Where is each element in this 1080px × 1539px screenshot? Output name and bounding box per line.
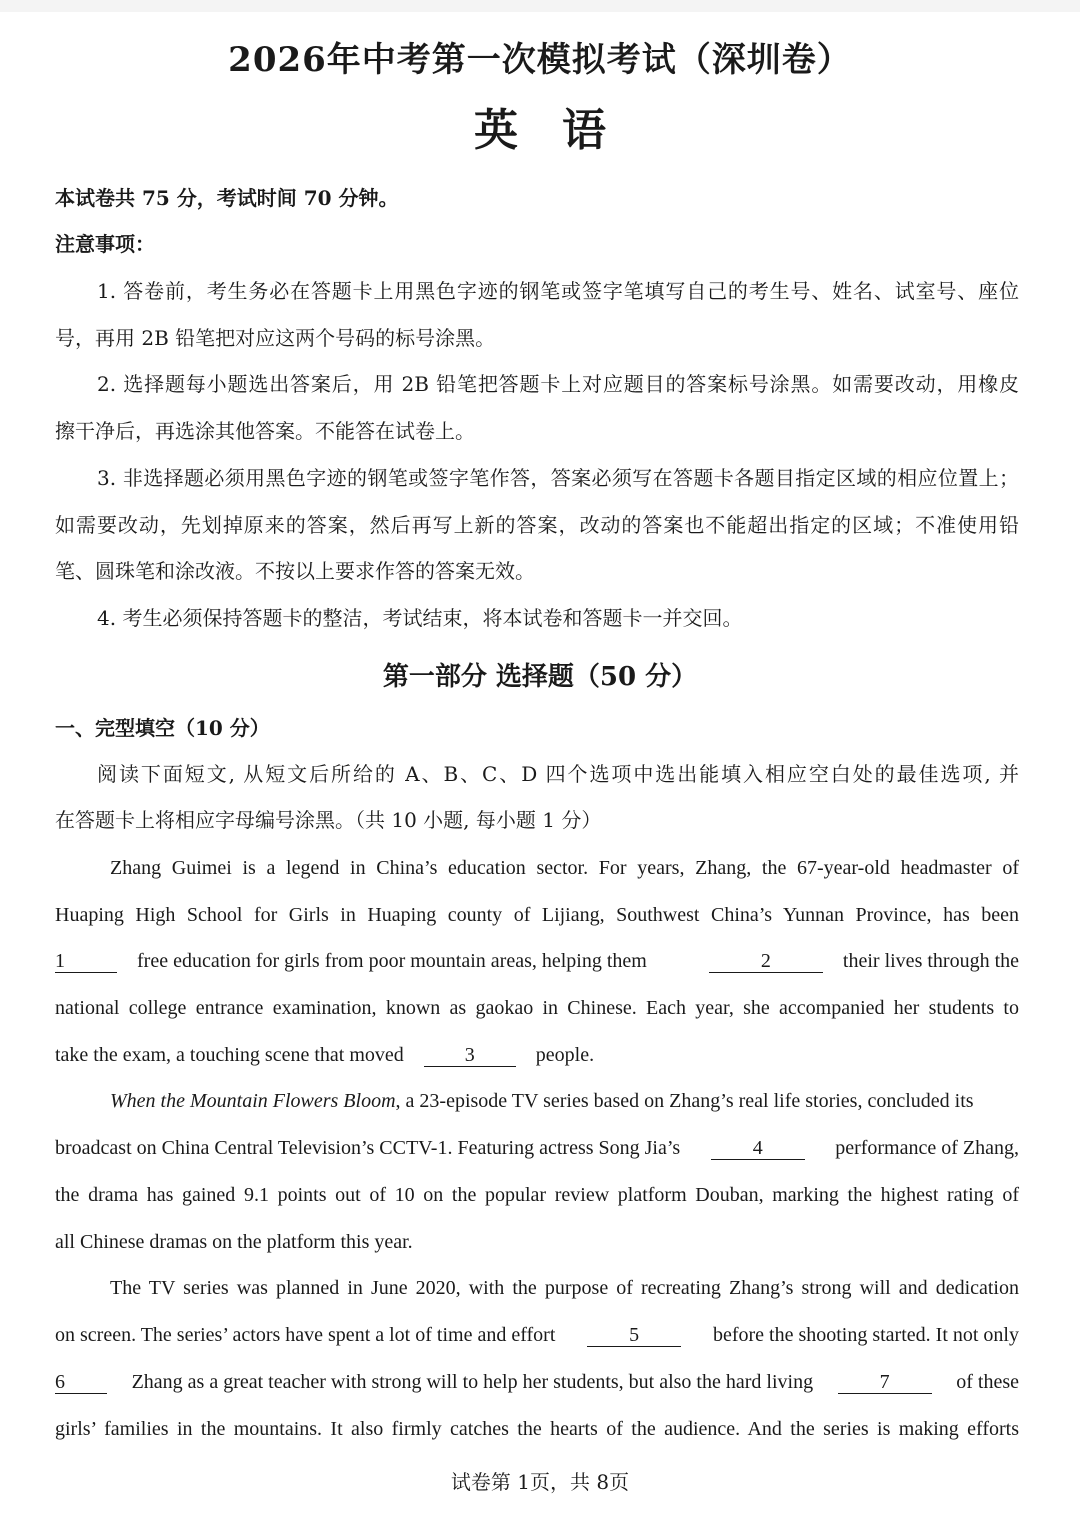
passage-line: Zhang Guimei is a legend in China’s education sector. For years, Zhang, the 67-year-old headmaster of [110, 857, 1019, 879]
note-line: 笔、圆珠笔和涂改液。不按以上要求作答的答案无效。 [55, 559, 535, 583]
blank-6[interactable]: 6 [55, 1371, 107, 1394]
blank-4[interactable]: 4 [711, 1137, 805, 1160]
passage-text: people. [535, 1044, 595, 1066]
note-line: 号，再用 2B 铅笔把对应这两个号码的标号涂黑。 [55, 326, 496, 350]
passage-line: national college entrance examination, known as gaokao in Chinese. Each year, she accompanied her students to [55, 997, 1019, 1019]
exam-title: 2026年中考第一次模拟考试（深圳卷） [228, 40, 852, 80]
instruction-line: 在答题卡上将相应字母编号涂黑。（共 10 小题, 每小题 1 分） [55, 808, 602, 832]
passage-text: on screen. The series’ actors have spent a lot of time and effort [55, 1324, 556, 1346]
passage-text: take the exam, a touching scene that moved [55, 1044, 404, 1066]
passage-line: all Chinese dramas on the platform this year. [55, 1231, 413, 1253]
note-line: 擦干净后，再选涂其他答案。不能答在试卷上。 [55, 419, 475, 443]
page-footer: 试卷第 1页，共 8页 [450, 1470, 630, 1494]
passage-text: performance of Zhang, [835, 1137, 1019, 1159]
scan-edge [0, 0, 1080, 12]
passage-line [55, 1321, 1019, 1349]
tv-series-title: When the Mountain Flowers Bloom [110, 1090, 396, 1112]
passage-text: , a 23-episode TV series based on Zhang’s real life stories, concluded its [395, 1090, 974, 1112]
note-line: 4. 考生必须保持答题卡的整洁，考试结束，将本试卷和答题卡一并交回。 [97, 606, 743, 630]
passage-text: Zhang as a great teacher with strong will to help her students, but also the hard living [131, 1371, 814, 1393]
note-line: 3. 非选择题必须用黑色字迹的钢笔或签字笔作答，答案必须写在答题卡各题目指定区域的相应位置上； [97, 466, 1019, 490]
section-heading: 一、完型填空（10 分） [55, 716, 270, 740]
passage-line [110, 1087, 1019, 1115]
passage-line: The TV series was planned in June 2020, with the purpose of recreating Zhang’s strong will and dedication [110, 1277, 1019, 1299]
blank-3[interactable]: 3 [424, 1044, 516, 1067]
note-line: 如需要改动，先划掉原来的答案，然后再写上新的答案，改动的答案也不能超出指定的区域；不准使用铅 [55, 513, 1019, 537]
passage-line: the drama has gained 9.1 points out of 10 on the popular review platform Douban, marking the highest rating of [55, 1184, 1019, 1206]
passage-text: of these [956, 1371, 1019, 1393]
passage-line [55, 1041, 1019, 1069]
passage-line: girls’ families in the mountains. It also firmly catches the hearts of the audience. And the series is making efforts [55, 1418, 1019, 1440]
passage-line: Huaping High School for Girls in Huaping county of Lijiang, Southwest China’s Yunnan Province, has been [55, 904, 1019, 926]
score-line: 本试卷共 75 分，考试时间 70 分钟。 [55, 186, 399, 210]
passage-line [55, 1134, 1019, 1162]
passage-line [55, 1368, 1019, 1396]
notes-heading: 注意事项： [55, 232, 155, 256]
note-line: 1. 答卷前，考生务必在答题卡上用黑色字迹的钢笔或签字笔填写自己的考生号、姓名、试室号、座位 [97, 279, 1019, 303]
subject-title: 英语 [474, 105, 650, 156]
passage-text: before the shooting started. It not only [712, 1324, 1019, 1346]
passage-text: free education for girls from poor mountain areas, helping them [137, 950, 647, 972]
instruction-line: 阅读下面短文, 从短文后所给的 A、B、C、D 四个选项中选出能填入相应空白处的最佳选项, 并 [97, 762, 1019, 786]
passage-line [55, 947, 1019, 975]
blank-1[interactable]: 1 [55, 950, 117, 973]
blank-2[interactable]: 2 [709, 950, 823, 973]
passage-text: broadcast on China Central Television’s CCTV-1. Featuring actress Song Jia’s [55, 1137, 681, 1159]
blank-5[interactable]: 5 [587, 1324, 681, 1347]
passage-text: their lives through the [842, 950, 1019, 972]
blank-7[interactable]: 7 [838, 1371, 932, 1394]
note-line: 2. 选择题每小题选出答案后，用 2B 铅笔把答题卡上对应题目的答案标号涂黑。如需要改动，用橡皮 [97, 372, 1019, 396]
part-one-title: 第一部分 选择题（50 分） [382, 662, 698, 692]
